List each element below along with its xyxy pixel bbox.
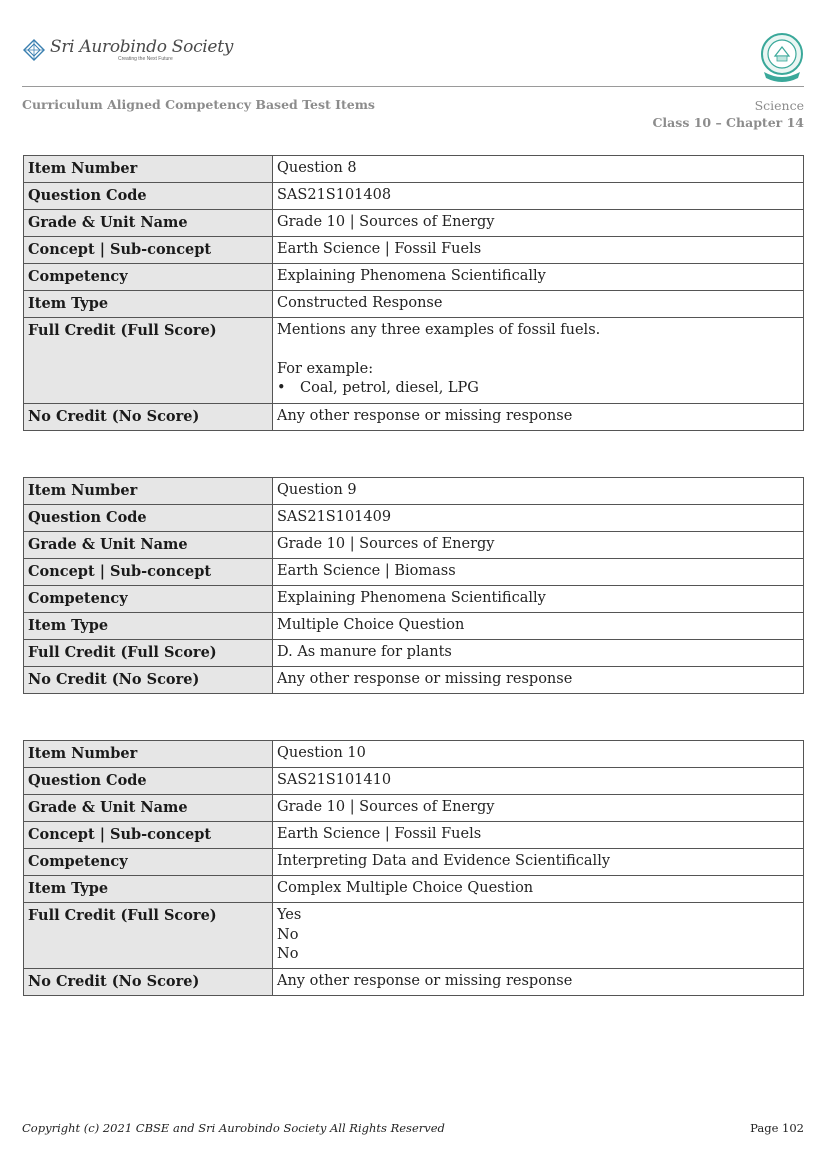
label-concept: Concept | Sub-concept bbox=[24, 237, 273, 264]
table-row bbox=[24, 586, 804, 613]
table-row bbox=[24, 822, 804, 849]
value-grade-unit: Grade 10 | Sources of Energy bbox=[273, 532, 804, 559]
label-no-credit: No Credit (No Score) bbox=[24, 667, 273, 694]
logo-tagline: Creating the Next Future bbox=[118, 55, 173, 62]
table-row bbox=[24, 532, 804, 559]
item-table-question-10 bbox=[23, 740, 804, 996]
value-concept: Earth Science | Biomass bbox=[273, 559, 804, 586]
subject-chapter-block bbox=[652, 97, 804, 131]
full-credit-line: Mentions any three examples of fossil fuels. bbox=[277, 322, 601, 338]
value-grade-unit: Grade 10 | Sources of Energy bbox=[273, 210, 804, 237]
diamond-lotus-icon bbox=[22, 38, 46, 62]
logo-name: Sri Aurobindo Society bbox=[50, 36, 234, 57]
value-concept: Earth Science | Fossil Fuels bbox=[273, 822, 804, 849]
table-row bbox=[24, 768, 804, 795]
value-question-code: SAS21S101410 bbox=[273, 768, 804, 795]
cbse-emblem-icon bbox=[758, 32, 806, 84]
value-item-number: Question 8 bbox=[273, 156, 804, 183]
value-no-credit: Any other response or missing response bbox=[273, 667, 804, 694]
subject-label: Science bbox=[754, 98, 804, 113]
value-item-number: Question 9 bbox=[273, 478, 804, 505]
label-no-credit: No Credit (No Score) bbox=[24, 404, 273, 431]
label-full-credit: Full Credit (Full Score) bbox=[24, 903, 273, 969]
table-row bbox=[24, 318, 804, 404]
label-no-credit: No Credit (No Score) bbox=[24, 969, 273, 996]
value-full-credit: D. As manure for plants bbox=[273, 640, 804, 667]
table-row bbox=[24, 795, 804, 822]
table-row bbox=[24, 903, 804, 969]
table-row bbox=[24, 478, 804, 505]
item-table-question-9 bbox=[23, 477, 804, 694]
label-item-number: Item Number bbox=[24, 741, 273, 768]
label-competency: Competency bbox=[24, 849, 273, 876]
table-row bbox=[24, 613, 804, 640]
answer-line: Yes bbox=[277, 907, 302, 923]
table-row bbox=[24, 404, 804, 431]
value-item-type: Multiple Choice Question bbox=[273, 613, 804, 640]
label-question-code: Question Code bbox=[24, 768, 273, 795]
value-grade-unit: Grade 10 | Sources of Energy bbox=[273, 795, 804, 822]
label-grade-unit: Grade & Unit Name bbox=[24, 532, 273, 559]
answer-line: No bbox=[277, 926, 299, 943]
value-full-credit bbox=[273, 903, 804, 969]
value-no-credit: Any other response or missing response bbox=[273, 969, 804, 996]
full-credit-line: For example: bbox=[277, 360, 374, 377]
table-row bbox=[24, 156, 804, 183]
table-row bbox=[24, 210, 804, 237]
label-competency: Competency bbox=[24, 264, 273, 291]
value-full-credit bbox=[273, 318, 804, 404]
answer-line: No bbox=[277, 946, 299, 962]
label-concept: Concept | Sub-concept bbox=[24, 559, 273, 586]
table-row bbox=[24, 291, 804, 318]
value-item-number: Question 10 bbox=[273, 741, 804, 768]
bullet-text: Coal, petrol, diesel, LPG bbox=[300, 380, 479, 396]
item-table-question-8 bbox=[23, 155, 804, 431]
value-concept: Earth Science | Fossil Fuels bbox=[273, 237, 804, 264]
table-row bbox=[24, 264, 804, 291]
label-item-number: Item Number bbox=[24, 156, 273, 183]
table-row bbox=[24, 876, 804, 903]
value-item-type: Constructed Response bbox=[273, 291, 804, 318]
value-competency: Explaining Phenomena Scientifically bbox=[273, 264, 804, 291]
value-competency: Explaining Phenomena Scientifically bbox=[273, 586, 804, 613]
table-row bbox=[24, 640, 804, 667]
table-row bbox=[24, 969, 804, 996]
value-no-credit: Any other response or missing response bbox=[273, 404, 804, 431]
document-series-title: Curriculum Aligned Competency Based Test Items bbox=[22, 97, 375, 112]
page-number: Page 102 bbox=[750, 1121, 804, 1135]
label-item-type: Item Type bbox=[24, 291, 273, 318]
label-full-credit: Full Credit (Full Score) bbox=[24, 318, 273, 404]
label-item-number: Item Number bbox=[24, 478, 273, 505]
copyright-notice: Copyright (c) 2021 CBSE and Sri Aurobindo Society All Rights Reserved bbox=[22, 1121, 445, 1135]
label-concept: Concept | Sub-concept bbox=[24, 822, 273, 849]
value-question-code: SAS21S101408 bbox=[273, 183, 804, 210]
value-competency: Interpreting Data and Evidence Scientifically bbox=[273, 849, 804, 876]
label-item-type: Item Type bbox=[24, 876, 273, 903]
table-row bbox=[24, 741, 804, 768]
table-row bbox=[24, 237, 804, 264]
label-competency: Competency bbox=[24, 586, 273, 613]
label-grade-unit: Grade & Unit Name bbox=[24, 210, 273, 237]
label-full-credit: Full Credit (Full Score) bbox=[24, 640, 273, 667]
value-question-code: SAS21S101409 bbox=[273, 505, 804, 532]
table-row bbox=[24, 505, 804, 532]
bullet-list-item bbox=[277, 379, 799, 399]
table-row bbox=[24, 849, 804, 876]
table-row bbox=[24, 667, 804, 694]
bullet-icon: • bbox=[277, 380, 286, 396]
class-chapter-label: Class 10 – Chapter 14 bbox=[652, 115, 804, 130]
label-question-code: Question Code bbox=[24, 505, 273, 532]
label-item-type: Item Type bbox=[24, 613, 273, 640]
sri-aurobindo-society-logo bbox=[22, 38, 233, 62]
label-question-code: Question Code bbox=[24, 183, 273, 210]
value-item-type: Complex Multiple Choice Question bbox=[273, 876, 804, 903]
table-row bbox=[24, 559, 804, 586]
table-row bbox=[24, 183, 804, 210]
header-divider bbox=[22, 86, 804, 87]
label-grade-unit: Grade & Unit Name bbox=[24, 795, 273, 822]
